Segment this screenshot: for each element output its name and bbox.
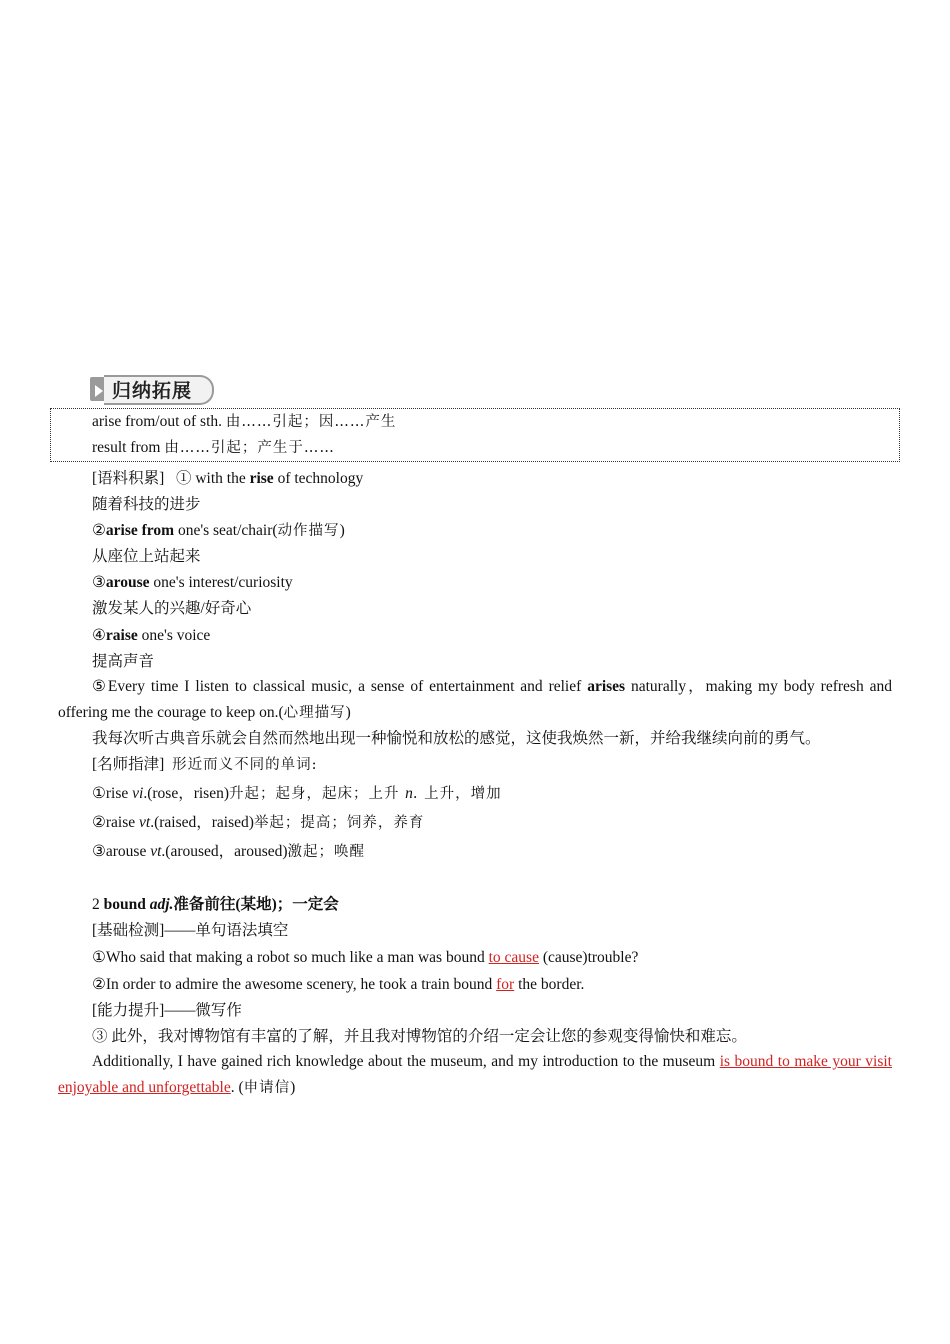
question-3-en: Additionally, I have gained rich knowledge about the museum, and my introduction to the museum is bound to make your visit enjoyable and unforgettable. (申请信) <box>58 1053 892 1096</box>
mingshi-word-1: ①rise vi.(rose，risen)升起；起身，起床；上升 n. 上升，增加 <box>92 785 502 802</box>
answer-3: is bound to make your visit enjoyable and unforgettable <box>58 1053 892 1096</box>
jichu-heading: [基础检测]——单句语法填空 <box>92 922 289 939</box>
question-1: ①Who said that making a robot so much like a man was bound to cause (cause)trouble? <box>92 949 639 966</box>
answer-1: to cause <box>488 949 539 966</box>
question-2: ②In order to admire the awesome scenery, he took a train bound for the border. <box>92 976 585 993</box>
box-line-1: arise from/out of sth. 由……引起；因……产生 <box>92 413 397 430</box>
nengli-tag: [能力提升] <box>92 1002 165 1019</box>
yuliao-tag: [语料积累] <box>92 470 165 487</box>
section-banner <box>90 375 216 403</box>
answer-2: for <box>496 976 515 993</box>
yuliao-zh-5: 我每次听古典音乐就会自然而然地出现一种愉悦和放松的感觉，这使我焕然一新，并给我继续向前的勇气。 <box>92 730 821 747</box>
jichu-tag: [基础检测] <box>92 922 165 939</box>
triangle-icon <box>95 385 103 397</box>
mingshi-line: [名师指津] 形近而义不同的单词: <box>92 756 318 773</box>
yuliao-zh-2: 从座位上站起来 <box>92 548 201 565</box>
nengli-heading: [能力提升]——微写作 <box>92 1002 242 1019</box>
bound-heading: 2 bound adj.准备前往(某地)；一定会 <box>92 896 339 913</box>
yuliao-zh-4: 提高声音 <box>92 653 155 670</box>
mingshi-word-2: ②raise vt.(raised，raised)举起；提高；饲养，养育 <box>92 814 425 831</box>
yuliao-line-4: ④raise one's voice <box>92 627 211 644</box>
banner-title: 归纳拓展 <box>112 380 193 402</box>
yuliao-example-5: ⑤Every time I listen to classical music, a sense of entertainment and relief arises naturally，making my body refresh and offering me the courage to keep on.(心理描写) <box>58 678 892 721</box>
mingshi-tag: [名师指津] <box>92 756 165 773</box>
yuliao-line-3: ③arouse one's interest/curiosity <box>92 574 293 591</box>
yuliao-line-1: [语料积累] ① with the rise of technology <box>92 470 364 487</box>
yuliao-zh-3: 激发某人的兴趣/好奇心 <box>92 600 252 617</box>
yuliao-line-2: ②arise from one's seat/chair(动作描写) <box>92 522 345 539</box>
question-3-zh: ③ 此外，我对博物馆有丰富的了解，并且我对博物馆的介绍一定会让您的参观变得愉快和难忘。 <box>92 1028 747 1045</box>
box-line-2: result from 由……引起；产生于…… <box>92 439 335 456</box>
yuliao-zh-1: 随着科技的进步 <box>92 496 201 513</box>
mingshi-word-3: ③arouse vt.(aroused，aroused)激起；唤醒 <box>92 843 366 860</box>
